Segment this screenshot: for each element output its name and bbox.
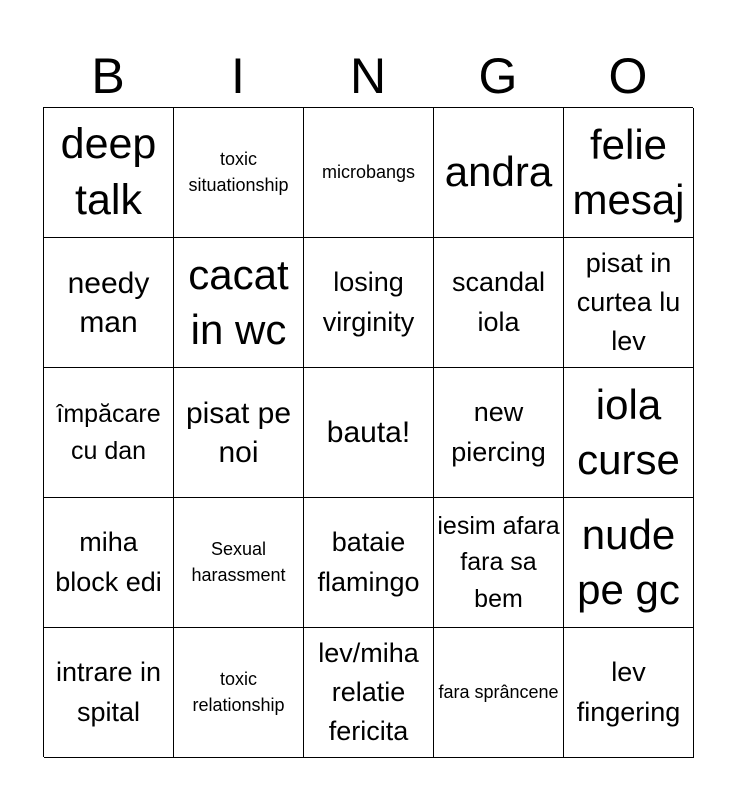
- header-letter-o: O: [608, 48, 648, 104]
- bingo-cell[interactable]: bauta!: [304, 368, 434, 498]
- bingo-cell[interactable]: microbangs: [304, 108, 434, 238]
- bingo-cell[interactable]: pisat in curtea lu lev: [564, 238, 694, 368]
- header-letter-g: G: [478, 48, 518, 104]
- bingo-cell[interactable]: iesim afara fara sa bem: [434, 498, 564, 628]
- bingo-cell[interactable]: deep talk: [44, 108, 174, 238]
- bingo-cell[interactable]: miha block edi: [44, 498, 174, 628]
- bingo-header: [43, 44, 693, 108]
- bingo-cell[interactable]: toxic relationship: [174, 628, 304, 758]
- bingo-cell[interactable]: felie mesaj: [564, 108, 694, 238]
- bingo-cell[interactable]: împăcare cu dan: [44, 368, 174, 498]
- bingo-cell[interactable]: toxic situationship: [174, 108, 304, 238]
- header-letter-b: B: [91, 48, 125, 104]
- bingo-cell[interactable]: lev fingering: [564, 628, 694, 758]
- bingo-cell[interactable]: losing virginity: [304, 238, 434, 368]
- bingo-cell[interactable]: fara sprâncene: [434, 628, 564, 758]
- bingo-cell[interactable]: needy man: [44, 238, 174, 368]
- bingo-cell[interactable]: lev/miha relatie fericita: [304, 628, 434, 758]
- bingo-cell[interactable]: bataie flamingo: [304, 498, 434, 628]
- header-letter-n: N: [349, 48, 387, 104]
- bingo-cell[interactable]: cacat in wc: [174, 238, 304, 368]
- header-letter-i: I: [231, 48, 245, 104]
- bingo-cell[interactable]: iola curse: [564, 368, 694, 498]
- bingo-cell[interactable]: Sexual harassment: [174, 498, 304, 628]
- bingo-cell[interactable]: nude pe gc: [564, 498, 694, 628]
- bingo-cell[interactable]: intrare in spital: [44, 628, 174, 758]
- bingo-cell[interactable]: andra: [434, 108, 564, 238]
- bingo-cell[interactable]: new piercing: [434, 368, 564, 498]
- bingo-cell[interactable]: pisat pe noi: [174, 368, 304, 498]
- bingo-cell[interactable]: scandal iola: [434, 238, 564, 368]
- bingo-grid: [43, 107, 693, 757]
